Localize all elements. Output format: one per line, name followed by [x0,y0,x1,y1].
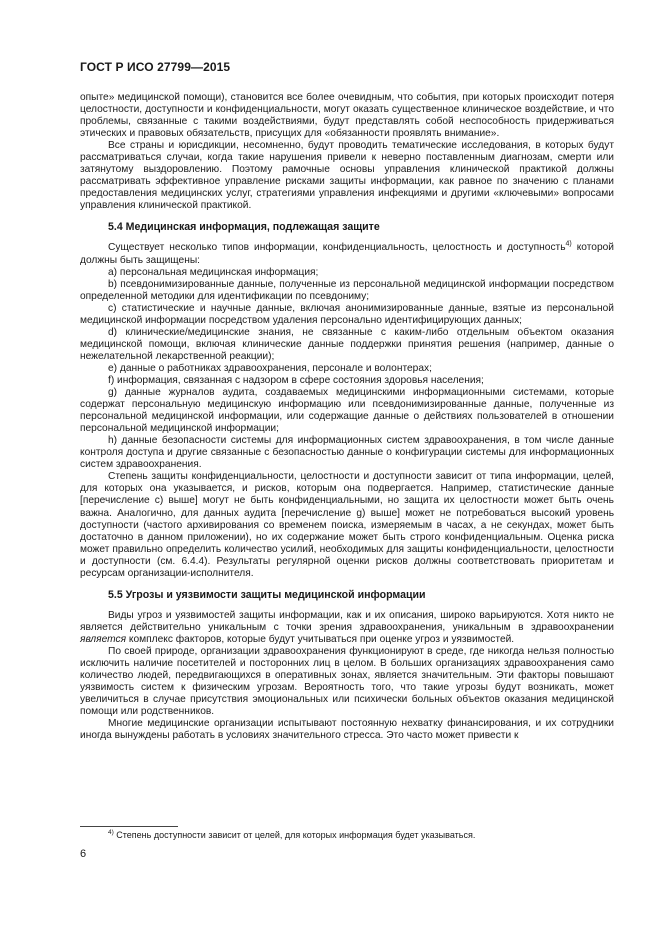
list-item: b) псевдонимизированные данные, полученные из персональной медицинской информации посредством определенной методики для идентификации по псевдониму; [80,278,614,302]
paragraph [80,610,614,646]
footnote-ref: 4) [565,241,572,249]
list-item: g) данные журналов аудита, создаваемых медицинскими информационными системами, которые содержат персональную медицинскую информацию или псевдонимизированные данные, полученные из персональной медицинской информации, или содержащие данные о действиях пользователей в отношении персональной медицинской информации; [80,387,614,435]
list-item: f) информация, связанная с надзором в сфере состояния здоровья населения; [108,374,484,386]
section-heading-5-5: 5.5 Угрозы и уязвимости защиты медицинской информации [108,588,426,601]
footnote-divider [80,826,178,827]
paragraph-text: Виды угроз и уязвимостей защиты информации, как и их описания, широко варьируются. Хотя никто не является действительно уникальным с точки зрения здравоохранения, уникальным в здравоохранении [80,609,614,633]
list-item: a) персональная медицинская информация; [108,266,319,278]
section-heading-5-4: 5.4 Медицинская информация, подлежащая защите [108,221,380,234]
paragraph: Многие медицинские организации испытывают постоянную нехватку финансирования, и их сотрудники иногда вынуждены работать в условиях значительного стресса. Это часто может привести к [80,718,614,742]
list-item: e) данные о работниках здравоохранения, персонале и волонтерах; [108,362,432,374]
paragraph: По своей природе, организации здравоохранения функционируют в среде, где никогда нельзя полностью исключить наличие посетителей и посторонних лиц в целом. В больших организациях здравоохранения само количество людей, передвигающихся в оперативных зонах, является значительным. Эти факторы повышают уязвимость систем к физическим угрозам. Вероятность того, что такие угрозы будут возникать, может увеличиться в случае присутствия эмоциональных или психически больных объектов оказания медицинской помощи или родственников. [80,645,614,718]
footnote-text: Степень доступности зависит от целей, для которых информация будет указываться. [113,830,476,840]
footnote [80,830,614,841]
footnote-mark: 4) [108,829,114,836]
page-number: 6 [80,848,87,860]
document-body [80,92,614,742]
document-header: ГОСТ Р ИСО 27799—2015 [80,60,231,74]
list-item: c) статистические и научные данные, включая анонимизированные данные, взятые из персональной медицинской информации посредством удаления персонально идентифицирующих данных; [80,302,614,326]
paragraph: Все страны и юрисдикции, несомненно, будут проводить тематические исследования, в которых будут рассматриваться случаи, когда такие нарушения привели к неверно поставленным диагнозам, смерти или затянутому выздоровлению. Поэтому рамочные основы управления клинической практикой должны рассматривать эффективное управление рисками защиты информации, как равное по значению с планами предоставления медицинских услуг, стратегиями управления инфекциями и другими «ключевыми» вопросами управления клинической практикой. [80,140,614,212]
list-item: h) данные безопасности системы для информационных систем здравоохранения, в том числе данные контроля доступа и другие связанные с безопасностью данные о конфигурации системы для информационных систем здравоохранения. [80,435,614,471]
emphasis-text: является [80,633,127,645]
paragraph-text-end: комплекс факторов, которые будут учитываться при оценке угроз и уязвимостей. [126,633,515,645]
section-intro [80,242,614,266]
paragraph: опыте» медицинской помощи), становится все более очевидным, что события, при которых происходит потеря целостности, доступности и конфиденциальности, могут оказать существенное клиническое воздействие, и что проблемы, связанные с такими воздействиями, будут представлять собой неспособность придерживаться этических и правовых обязательств, присущих для «обязанности проявлять внимание». [80,92,614,140]
intro-text: Существует несколько типов информации, конфиденциальность, целостность и доступность [108,242,566,254]
intro-text-end: которой должны быть защищены: [80,242,614,266]
list-item: d) клинические/медицинские знания, не связанные с каким-либо отдельным объектом оказания медицинской помощи, включая клинические данные поддержки принятия решения (например, данные о нежелательной лекарственной реакции); [80,326,614,362]
paragraph: Степень защиты конфиденциальности, целостности и доступности зависит от типа информации, целей, для которых она указывается, и рисков, которым она подвергается. Например, статистические данные [перечисление с) выше] могут не быть конфиденциальными, но защита их целостности может быть очень важна. Аналогично, для данных аудита [перечисление g) выше] может не потребоваться высокий уровень доступности (частого архивирования со временем поиска, измеряемым в часах, а не секундах, может быть достаточно в данном приложении), но их содержание может быть строго конфиденциальным. Оценка риска может правильно определить количество усилий, необходимых для защиты конфиденциальности, целостности и доступности (см. 6.4.4). Результаты регулярной оценки рисков должны соответствовать приоритетам и ресурсам организации-исполнителя. [80,471,614,579]
